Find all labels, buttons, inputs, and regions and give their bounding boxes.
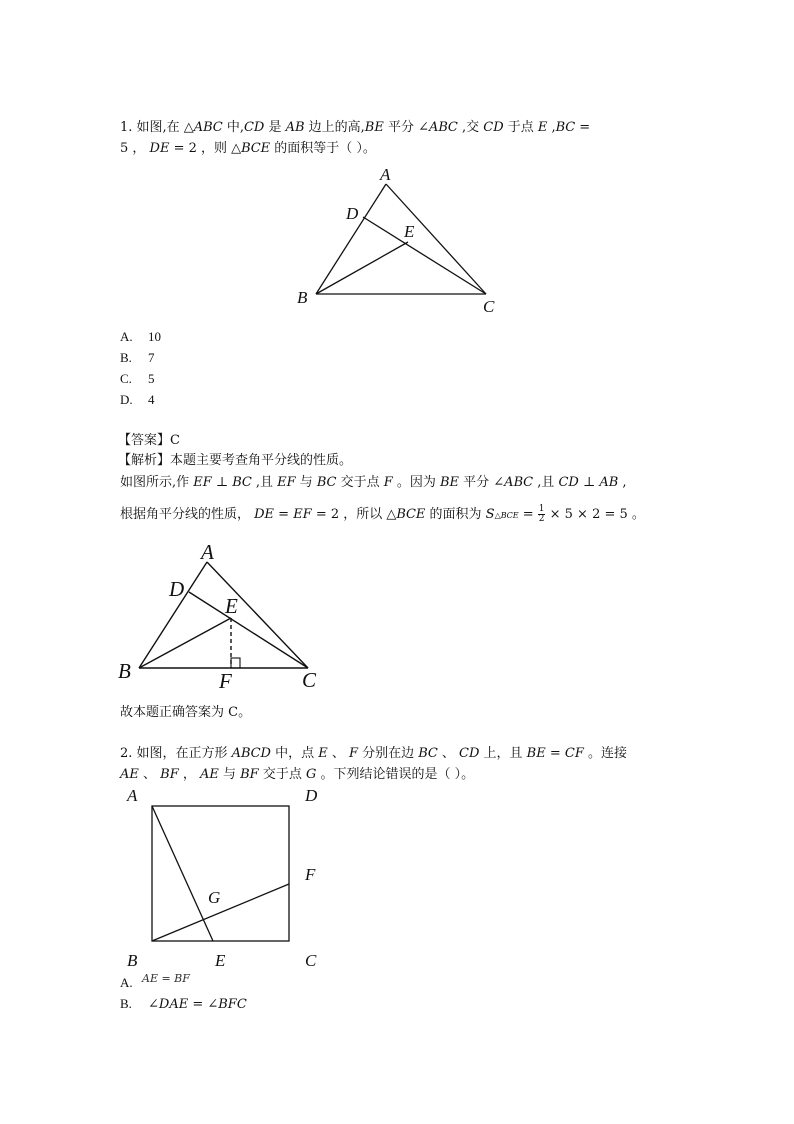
q1-stem-line2: 5 ， 𝐷𝐸 = 2 ，则 △𝐵𝐶𝐸 的面积等于（ ）。	[120, 141, 376, 156]
area-subscript: △𝐵𝐶𝐸	[494, 511, 519, 520]
q2-stem-line2: 𝐴𝐸 、 𝐵𝐹 ， 𝐴𝐸 与 𝐵𝐹 交于点 𝐺 。下列结论错误的是（ ）。	[120, 767, 475, 782]
square-abcd	[152, 806, 289, 941]
label-e: E	[225, 594, 238, 618]
q2-option-a: A. $^{𝐴𝐸 = 𝐵𝐹}$	[120, 972, 190, 990]
segment-be	[316, 242, 408, 294]
segment-cd	[363, 217, 486, 294]
q1-conclusion: 故本题正确答案为 C。	[120, 705, 252, 720]
label-b: B	[118, 659, 131, 683]
right-angle-marker	[231, 658, 240, 668]
label-f: F	[219, 669, 232, 693]
label-c: C	[302, 668, 317, 692]
label-e: E	[404, 222, 415, 241]
q1-answer: 【答案】C	[118, 433, 180, 448]
side-ac	[386, 184, 486, 294]
q1-solution-figure	[115, 538, 335, 698]
q1-figure	[290, 162, 510, 322]
label-g: G	[208, 888, 221, 907]
label-b: B	[297, 288, 308, 307]
q1-option-b: B. 7	[120, 350, 155, 365]
label-a: A	[127, 786, 138, 805]
q1-option-a: A. 10	[120, 329, 161, 344]
label-d: D	[169, 577, 185, 601]
q1-analysis-line2: 如图所示,作 𝐸𝐹 ⊥ 𝐵𝐶 ,且 𝐸𝐹 与 𝐵𝐶 交于点 𝐹 。因为 𝐵𝐸 平分 ∠𝐴𝐵𝐶 ,且 𝐶𝐷 ⊥ 𝐴𝐵 ,	[120, 475, 627, 490]
label-d: D	[346, 204, 359, 223]
label-a: A	[201, 540, 214, 564]
segment-be	[139, 618, 231, 668]
label-b: B	[127, 951, 138, 970]
label-c: C	[483, 297, 495, 316]
q1-stem-line1: 1. 如图,在 △𝐴𝐵𝐶 中,𝐶𝐷 是 𝐴𝐵 边上的高,𝐵𝐸 平分 ∠𝐴𝐵𝐶 ,交 𝐶𝐷 于点 𝐸 ,𝐵𝐶 =	[120, 120, 591, 135]
label-f: F	[305, 865, 316, 884]
label-a: A	[380, 165, 391, 184]
segment-bf	[152, 884, 289, 941]
segment-cd	[189, 592, 308, 668]
segment-ae	[152, 806, 213, 941]
q1-option-d: D. 4	[120, 392, 155, 407]
label-d: D	[305, 786, 318, 805]
label-e: E	[215, 951, 226, 970]
side-ab	[316, 184, 386, 294]
q1-analysis-line1: 【解析】本题主要考查角平分线的性质。	[118, 453, 353, 468]
q2-option-b: B. ∠𝐷𝐴𝐸 = ∠𝐵𝐹𝐶	[120, 996, 247, 1012]
side-ac	[207, 562, 308, 668]
q1-option-c: C. 5	[120, 371, 155, 386]
q2-stem-line1: 2. 如图，在正方形 𝐴𝐵𝐶𝐷 中，点 𝐸 、 𝐹 分别在边 𝐵𝐶 、 𝐶𝐷 上，且 𝐵𝐸 = 𝐶𝐹 。连接	[120, 746, 627, 761]
label-c: C	[305, 951, 317, 970]
q2-figure	[115, 782, 335, 972]
fraction-half: $\frac{1}{2}$	[538, 504, 545, 524]
area-symbol: 𝑆	[485, 507, 495, 522]
q1-analysis-line3: 根据角平分线的性质， 𝐷𝐸 = 𝐸𝐹 = 2 ，所以 △𝐵𝐶𝐸 的面积为 𝑆△𝐵𝐶𝐸 = $\frac{1}{2}$ × 5 × 2 = 5 。	[120, 504, 645, 524]
